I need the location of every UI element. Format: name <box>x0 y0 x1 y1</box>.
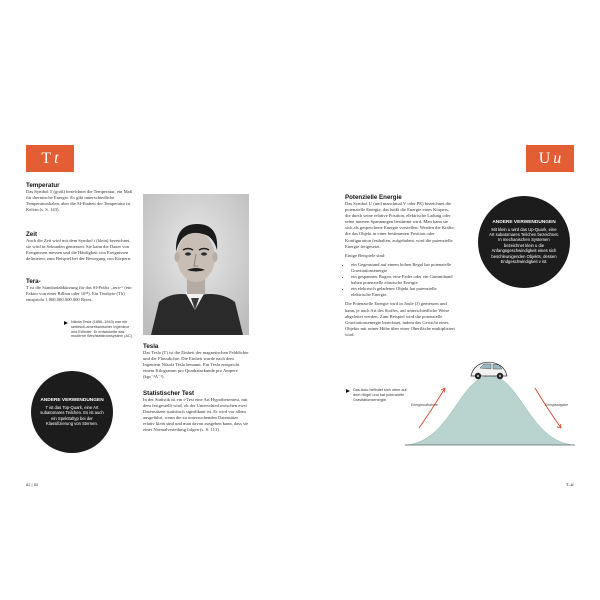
text-temperatur: Das Symbol T (groß) bezeichnet die Temperatur, ein Maß für thermische Energie. Es gibt unterschiedliche Temperaturskalen, aber die SI-Einheit der Temperatur ist Kelvin (s. S. 143). <box>26 189 133 213</box>
circle-title: ANDERE VERWENDUNGEN <box>492 219 556 225</box>
letter-lower: u <box>553 149 562 167</box>
list-item: • ein Gegenstand auf einem hohen Regal hat potenzielle Gravitationsenergie <box>351 262 455 274</box>
arrow-down <box>535 388 561 428</box>
folio-right: T–U <box>566 482 574 487</box>
caption-triangle-icon <box>64 321 68 325</box>
label-energy-out: Energieabgabe <box>545 403 569 407</box>
section-test <box>143 390 249 434</box>
hill-diagram <box>405 348 575 448</box>
section-tesla <box>143 343 249 380</box>
heading-zeit: Zeit <box>26 231 38 238</box>
other-uses-circle-right <box>478 196 570 288</box>
text-tesla: Das Tesla (T) ist die Einheit der magnetischen Felddichte und der Flussdichte. Die Einheit wurde nach dem Ingenieur Nikola Tesla benannt. Ein Tesla entspricht einem Kilogramm pro Quadratsekunde pro Ampere (kgs⁻²A⁻¹). <box>143 350 249 380</box>
car-caption-text: Das Auto befindet sich oben auf dem Hügel und hat potenzielle Gravitationsenergie. <box>353 388 407 402</box>
folio-left: 82 | 83 <box>26 482 39 487</box>
heading-temperatur: Temperatur <box>26 182 60 189</box>
letter-lower: t <box>54 149 59 167</box>
text-energie-2: Die Potenzielle Energie wird in Joule (J) gemessen und kann, je nach Art des Stoffes, auf unterschiedliche Weise abgeleitet werden. Zum Beispiel wird die potenzielle Gravitationsenergie berechnet, indem das Gewicht eines Objekts mit seiner Höhe über einer Oberfläche multipliziert wird. <box>345 301 455 337</box>
section-zeit <box>26 231 133 262</box>
tesla-portrait <box>143 194 249 335</box>
section-temperatur <box>26 182 133 213</box>
energie-body <box>345 201 455 338</box>
letter-upper: U <box>538 149 551 167</box>
examples-list <box>345 262 455 299</box>
heading-test: Statistischer Test <box>143 390 195 397</box>
portrait-caption <box>64 320 136 339</box>
car-caption <box>346 388 412 402</box>
text-test: In der Statistik ist ein t-Test eine Art Hypothesentest, mit dem festgestellt wird, ob der Unterschied zwischen zwei Datensätzen statistisch signifikant ist. Er wird vor allem ausgeführt, wenn die zu untersuchenden Datensätze relativ klein sind und man davon ausgehen kann, dass sie einer Normalverteilung folgen (s. S. 113). <box>143 397 249 433</box>
text-tera: T ist die Standardabkürzung für das SI-Präfix „tera-“ (ein Faktor von einer Billion oder 10¹²). Ein Terabyte (Tb) entspricht 1.000.000.000.000 Bytes. <box>26 285 132 303</box>
circle-text: Mit klein u wird das Up-Quark, eine Art subatomares Teilchen bezeichnet. In mechanischen Systemen bezeichnet klein u die Anfangsgeschwindigkeit eines sich beschleunigenden Objekts, dessen Endgeschwindigkeit v ist. <box>489 226 559 265</box>
heading-tera: Tera- <box>26 278 41 285</box>
heading-tesla: Tesla <box>143 343 159 350</box>
other-uses-circle-left <box>31 371 113 453</box>
heading-energie: Potenzielle Energie <box>345 194 402 201</box>
list-item: • ein gespannter Bogen, eine Feder oder ein Gummiband haben potenzielle elastische Energie <box>351 274 455 286</box>
text-energie: Das Symbol U (und manchmal V oder PE) bezeichnet die potenzielle Energie, das heißt die Energie eines Körpers, die durch seine relative Position, elektrische Ladung oder seine inneren Spannungen bestimmt wird. Man kann sie sich als gespeicherte Energie vorstellen: Werden die Kräfte, die das Objekt in einer bestimmten Position oder Konfiguration festhalten, aufgehoben, wird die potenzielle Energie freigesetzt. <box>345 201 455 249</box>
examples-intro: Einige Beispiele sind: <box>345 252 386 258</box>
circle-title: ANDERE VERWENDUNGEN <box>40 397 104 403</box>
section-tera <box>26 278 133 303</box>
arrow-up <box>419 388 445 428</box>
portrait-caption-text: Nikola Tesla (1856–1943) war ein serbisch-amerikanischer Ingenieur und Erfinder. Er entwickelte das moderne Wechselstromsystem (AC). <box>71 320 133 339</box>
list-item: • ein elektrisch geladenes Objekt hat potenzielle elektrische Energie. <box>351 286 455 298</box>
section-energie <box>345 194 455 341</box>
letter-tab-u <box>526 145 574 172</box>
circle-text: T ist das Top-Quark, eine Art subatomares Teilchen. Es ist auch ein Spektraltyp bei der Klassifizierung von Sternen. <box>40 404 104 426</box>
letter-tab-t <box>26 145 74 172</box>
label-energy-in: Energieaufnahme <box>411 403 438 407</box>
tesla-portrait-image <box>143 194 249 335</box>
caption-triangle-icon <box>346 389 350 393</box>
letter-upper: T <box>41 149 52 167</box>
text-zeit: Auch die Zeit wird mit dem Symbol t (klein) bezeichnet, sie wird in Sekunden gemessen. Sie kann die Dauer von Ereignissen messen und die Häufigkeit von Ereignissen definieren, zum Beispiel bei der Bewegung von Körpern. <box>26 238 132 262</box>
